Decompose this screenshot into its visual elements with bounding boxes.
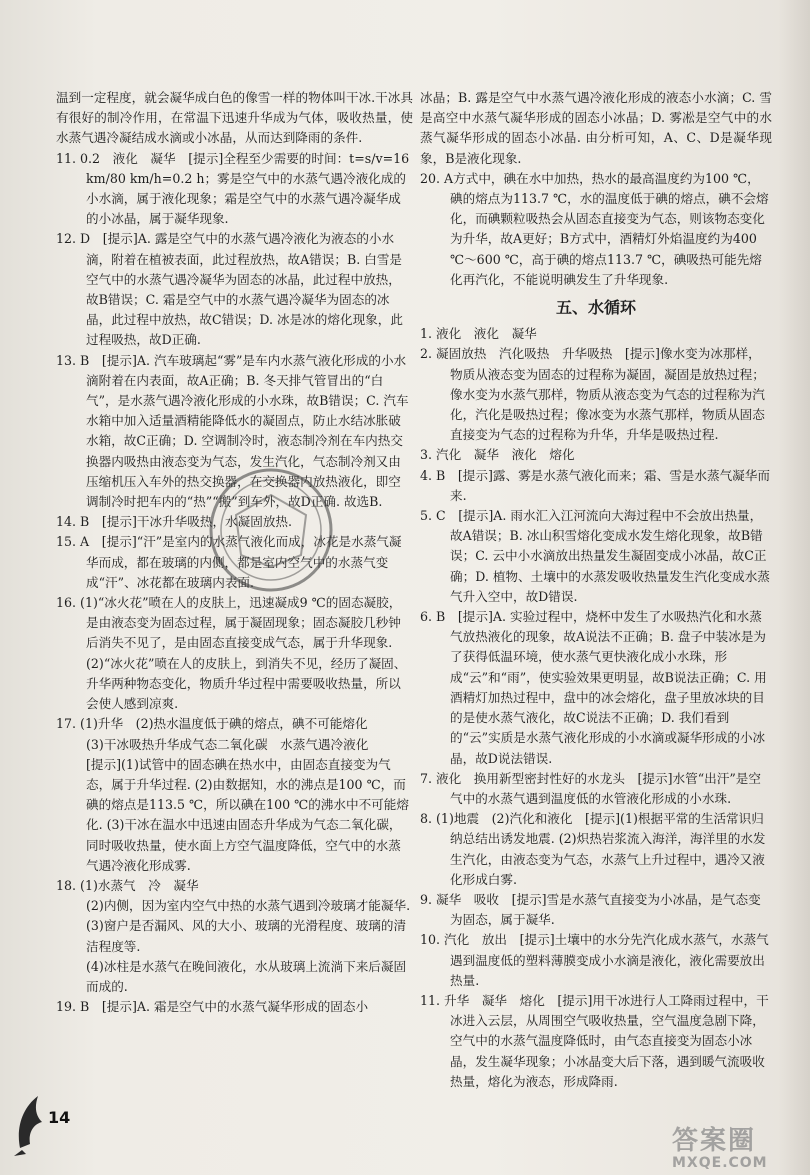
watermark-url: MXQE.COM xyxy=(672,1155,768,1171)
answer-12: 12. D [提示]A. 露是空气中的水蒸气遇冷液化为液态的小水滴，附着在植被表面，此过程放热，故A错误；B. 白雪是空气中的水蒸气遇冷凝华为固态的冰晶，此过程中放热，故B错误；C. 霜是空气中的水蒸气遇冷凝华为固态的冰晶，此过程中放热，故C错误；D. 冰是冰的熔化现象，此过程吸热，故D正确. xyxy=(56,231,403,348)
section-answer-3: 3. 汽化 凝华 液化 熔化 xyxy=(420,447,575,463)
answer-16-1: 16. (1)“冰火花”喷在人的皮肤上，迅速凝成9 ℃的固态凝胶，是由液态变为固态过程，属于凝固现象；固态凝胶几秒钟后消失不见了，是由固态直接变成气态，属于升华现象. xyxy=(56,595,402,651)
section-answer-9: 9. 凝华 吸收 [提示]雪是水蒸气直接变为小冰晶，是气态变为固态，属于凝华. xyxy=(420,891,761,928)
section-answer-2: 2. 凝固放热 汽化吸热 升华吸热 [提示]像水变为冰那样，物质从液态变为固态的过程称为凝固，凝固是放热过程；像水变为水蒸气那样，物质从液态变为气态的过程称为汽化，汽化是吸热过程；像冰变为水蒸气那样，物质从固态直接变为气态的过程称为升华，升华是吸热过程. xyxy=(420,346,765,443)
section-heading: 五、水循环 xyxy=(555,298,636,318)
answer-18-3: (3)窗户是否漏风、风的大小、玻璃的光滑程度、玻璃的清洁程度等. xyxy=(86,918,407,954)
answer-18-2: (2)内侧，因为室内空气中热的水蒸气遇到冷玻璃才能凝华. xyxy=(86,898,411,914)
answer-19: 19. B [提示]A. 霜是空气中的水蒸气凝华形成的固态小 xyxy=(56,999,369,1015)
section-answer-1: 1. 液化 液化 凝华 xyxy=(420,326,537,342)
left-para-0: 温到一定程度，就会凝华成白色的像雪一样的物体叫干冰.干冰具有很好的制冷作用，在常温下迅速升华成为气体，吸收热量，使水蒸气遇冷凝结成水滴或小冰晶，从而达到降雨的条件. xyxy=(56,90,413,146)
section-answer-10: 10. 汽化 放出 [提示]土壤中的水分先汽化成水蒸气，水蒸气遇到温度低的塑料薄膜变成小水滴是液化，液化需要放出热量. xyxy=(420,932,769,988)
answer-16-2: (2)“冰火花”喷在人的皮肤上，到消失不见，经历了凝固、升华两种物态变化，物质升华过程中需要吸收热量，所以会使人感到凉爽. xyxy=(86,655,407,712)
right-column xyxy=(420,88,772,1092)
answer-17-hint: [提示](1)试管中的固态碘在热水中，由固态直接变为气态，属于升华过程. (2)由数据知，水的沸点是100 ℃，而碘的熔点是113.5 ℃，所以碘在100 ℃的沸水中不可能熔化. (3)干冰在温水中迅速由固态升华成为气态二氧化碳，同时吸收热量，使水面上方空气温度降低，空气中的水蒸气遇冷液化形成雾. xyxy=(86,756,409,873)
watermark-text: 答案圈 xyxy=(672,1126,757,1156)
answer-13: 13. B [提示]A. 汽车玻璃起“雾”是车内水蒸气液化形成的小水滴附着在内表面，故A正确；B. 冬天排气管冒出的“白气”，是水蒸气遇冷液化形成的小水珠，故B错误；C. 汽车水箱中加入适量酒精能降低水的凝固点，防止水结冰胀破水箱，故C正确；D. 空调制冷时，液态制冷剂在车内热交换器内吸热由液态变为气态，发生汽化，气态制冷剂又由压缩机压入车外的热交换器，在交换器内放热液化，即空调制冷时把车内的“热”“搬”到车外，故D正确. 故选B. xyxy=(56,352,409,510)
answer-17-3: (3)干冰吸热升华成气态二氧化碳 水蒸气遇冷液化 xyxy=(86,736,369,752)
dolphin-logo-icon xyxy=(12,1088,50,1158)
section-answer-4: 4. B [提示]露、雾是水蒸气液化而来；霜、雪是水蒸气凝华而来. xyxy=(420,467,770,503)
section-answer-5: 5. C [提示]A. 雨水汇入江河流向大海过程中不会放出热量，故A错误；B. 冰山积雪熔化变成水发生熔化现象，故B错误；C. 云中小水滴放出热量发生凝固变成小冰晶，故C正确；D. 植物、土壤中的水蒸发吸收热量发生汽化变成水蒸气升入空中，故D错误. xyxy=(420,508,770,604)
ink-stamp-icon xyxy=(196,455,346,605)
answer-11: 11. 0.2 液化 凝华 [提示]全程至少需要的时间：t=s/v=16 km/80 km/h=0.2 h；雾是空气中的水蒸气遇冷液化成的小水滴，属于液化现象；霜是空气中的水蒸气遇冷凝华成的小冰晶，属于凝华现象. xyxy=(56,150,410,227)
section-answer-7: 7. 液化 换用新型密封性好的水龙头 [提示]水管“出汗”是空气中的水蒸气遇到温度低的水管液化形成的小水珠. xyxy=(420,770,761,806)
answer-18-4: (4)冰柱是水蒸气在晚间液化，水从玻璃上流淌下来后凝固而成的. xyxy=(86,958,407,994)
section-answer-11: 11. 升华 凝华 熔化 [提示]用干冰进行人工降雨过程中，干冰进入云层，从周围空气吸收热量，空气温度急剧下降，空气中的水蒸气温度降低时，由气态直接变为固态小冰晶，发生凝华现象；小冰晶变大后下落，遇到暖气流吸收热量，熔化为液态，形成降雨. xyxy=(420,992,769,1089)
answer-14: 14. B [提示]干冰升华吸热，水凝固放热. xyxy=(56,514,293,530)
site-watermark xyxy=(672,1120,768,1171)
section-answer-8: 8. (1)地震 (2)汽化和液化 [提示](1)根据平常的生活常识归纳总结出诱发地震. (2)炽热岩浆流入海洋，海洋里的水发生汽化，由液态变为气态，水蒸气上升过程中，遇冷又液化形成白雾. xyxy=(420,811,766,887)
page-number: 14 xyxy=(48,1108,71,1127)
page-fold-shadow xyxy=(778,0,810,1175)
answer-18-1: 18. (1)水蒸气 冷 凝华 xyxy=(56,877,199,893)
answer-17-1: 17. (1)升华 (2)热水温度低于碘的熔点，碘不可能熔化 xyxy=(56,716,368,732)
section-answer-6: 6. B [提示]A. 实验过程中，烧杯中发生了水吸热汽化和水蒸气放热液化的现象，故A说法不正确；B. 盘子中装冰是为了获得低温环境，使水蒸气更快液化成小水珠，形成“云”和“雨”，使实验效果更明显，故B说法正确；C. 用酒精灯加热过程中，盘中的冰会熔化，盘子里放冰块的目的是使水蒸气液化，故C说法不正确；D. 我们看到的“云”实质是水蒸气液化形成的小水滴或凝华形成的小冰晶，故D说法错误. xyxy=(420,609,767,766)
answer-20: 20. A方式中，碘在水中加热，热水的最高温度约为100 ℃，碘的熔点为113.7 ℃，水的温度低于碘的熔点，碘不会熔化，而碘颗粒吸热会从固态直接变为气态，则该物态变化为升华，故A更好；B方式中，酒精灯外焰温度约为400 ℃～600 ℃，高于碘的熔点113.7 ℃，碘吸热可能先熔化再汽化，不能说明碘发生了升华现象. xyxy=(420,170,769,287)
answer-15: 15. A [提示]“汗”是室内的水蒸气液化而成，冰花是水蒸气凝华而成，都在玻璃的内侧，都是室内空气中的水蒸气变成“汗”、冰花都在玻璃内表面. xyxy=(56,534,402,590)
right-para-0: 冰晶；B. 露是空气中水蒸气遇冷液化形成的液态小水滴；C. 雪是高空中水蒸气凝华形成的固态小冰晶；D. 雾凇是空气中的水蒸气凝华形成的固态小冰晶. 由分析可知，A、C、D是凝华现象，B是液化现象. xyxy=(420,90,772,166)
